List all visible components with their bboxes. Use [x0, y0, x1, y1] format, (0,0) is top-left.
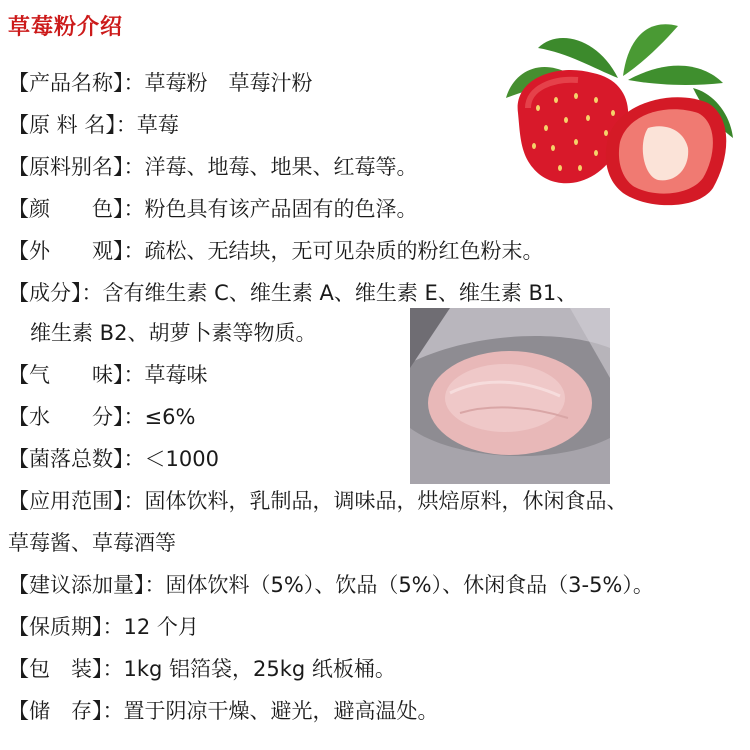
info-row-ingredients-cont: [30, 318, 316, 348]
row-value: 12 个月: [123, 615, 199, 639]
row-value: 粉色具有该产品固有的色泽。: [144, 197, 418, 221]
row-label: 【应用范围】：: [8, 489, 145, 513]
row-label: 【原 料 名】：: [8, 113, 137, 137]
info-row-storage: [8, 696, 439, 726]
row-value: 含有维生素 C、维生素 A、维生素 E、维生素 B1、: [102, 281, 578, 305]
info-row-colony-count: [8, 444, 219, 474]
info-row-shelf-life: [8, 612, 199, 642]
strawberry-photo: [498, 18, 742, 212]
info-row-ingredients: [8, 278, 577, 308]
info-row-odor: [8, 360, 208, 390]
row-label: 【建议添加量】：: [8, 573, 166, 597]
info-row-moisture: [8, 402, 195, 432]
row-label: 【气 味】：: [8, 363, 145, 387]
row-value: 草莓酱、草莓酒等: [8, 531, 176, 555]
row-value: ≤6%: [144, 405, 196, 429]
row-value: 洋莓、地莓、地果、红莓等。: [144, 155, 418, 179]
info-row-raw-material: [8, 110, 179, 140]
row-value: 草莓粉 草莓汁粉: [144, 71, 313, 95]
row-value: 草莓味: [144, 363, 208, 387]
info-row-dosage: [8, 570, 654, 600]
row-label: 【水 分】：: [8, 405, 145, 429]
row-label: 【产品名称】：: [8, 71, 145, 95]
row-value: 置于阴凉干燥、避光，避高温处。: [123, 699, 439, 723]
row-label: 【颜 色】：: [8, 197, 145, 221]
info-row-appearance: [8, 236, 544, 266]
row-label: 【外 观】：: [8, 239, 145, 263]
info-row-alias: [8, 152, 418, 182]
info-row-packaging: [8, 654, 396, 684]
info-row-applications-cont: [8, 528, 176, 558]
row-label: 【保质期】：: [8, 615, 124, 639]
info-row-product-name: [8, 68, 313, 98]
row-label: 【储 存】：: [8, 699, 124, 723]
info-row-applications: [8, 486, 628, 516]
row-value: 1kg 铝箔袋，25kg 纸板桶。: [123, 657, 396, 681]
row-label: 【成分】：: [8, 281, 103, 305]
row-value: 固体饮料，乳制品，调味品，烘焙原料，休闲食品、: [144, 489, 628, 513]
row-value: 维生素 B2、胡萝卜素等物质。: [30, 321, 317, 345]
row-label: 【包 装】：: [8, 657, 124, 681]
row-value: 疏松、无结块，无可见杂质的粉红色粉末。: [144, 239, 544, 263]
row-value: 草莓: [136, 113, 179, 137]
row-label: 【菌落总数】：: [8, 447, 145, 471]
strawberry-powder-photo: [410, 308, 610, 484]
row-label: 【原料别名】：: [8, 155, 145, 179]
page-title: 草莓粉介绍: [8, 15, 124, 40]
info-row-color: [8, 194, 418, 224]
row-value: ＜1000: [144, 447, 219, 471]
row-value: 固体饮料（5%）、饮品（5%）、休闲食品（3-5%）。: [165, 573, 654, 597]
